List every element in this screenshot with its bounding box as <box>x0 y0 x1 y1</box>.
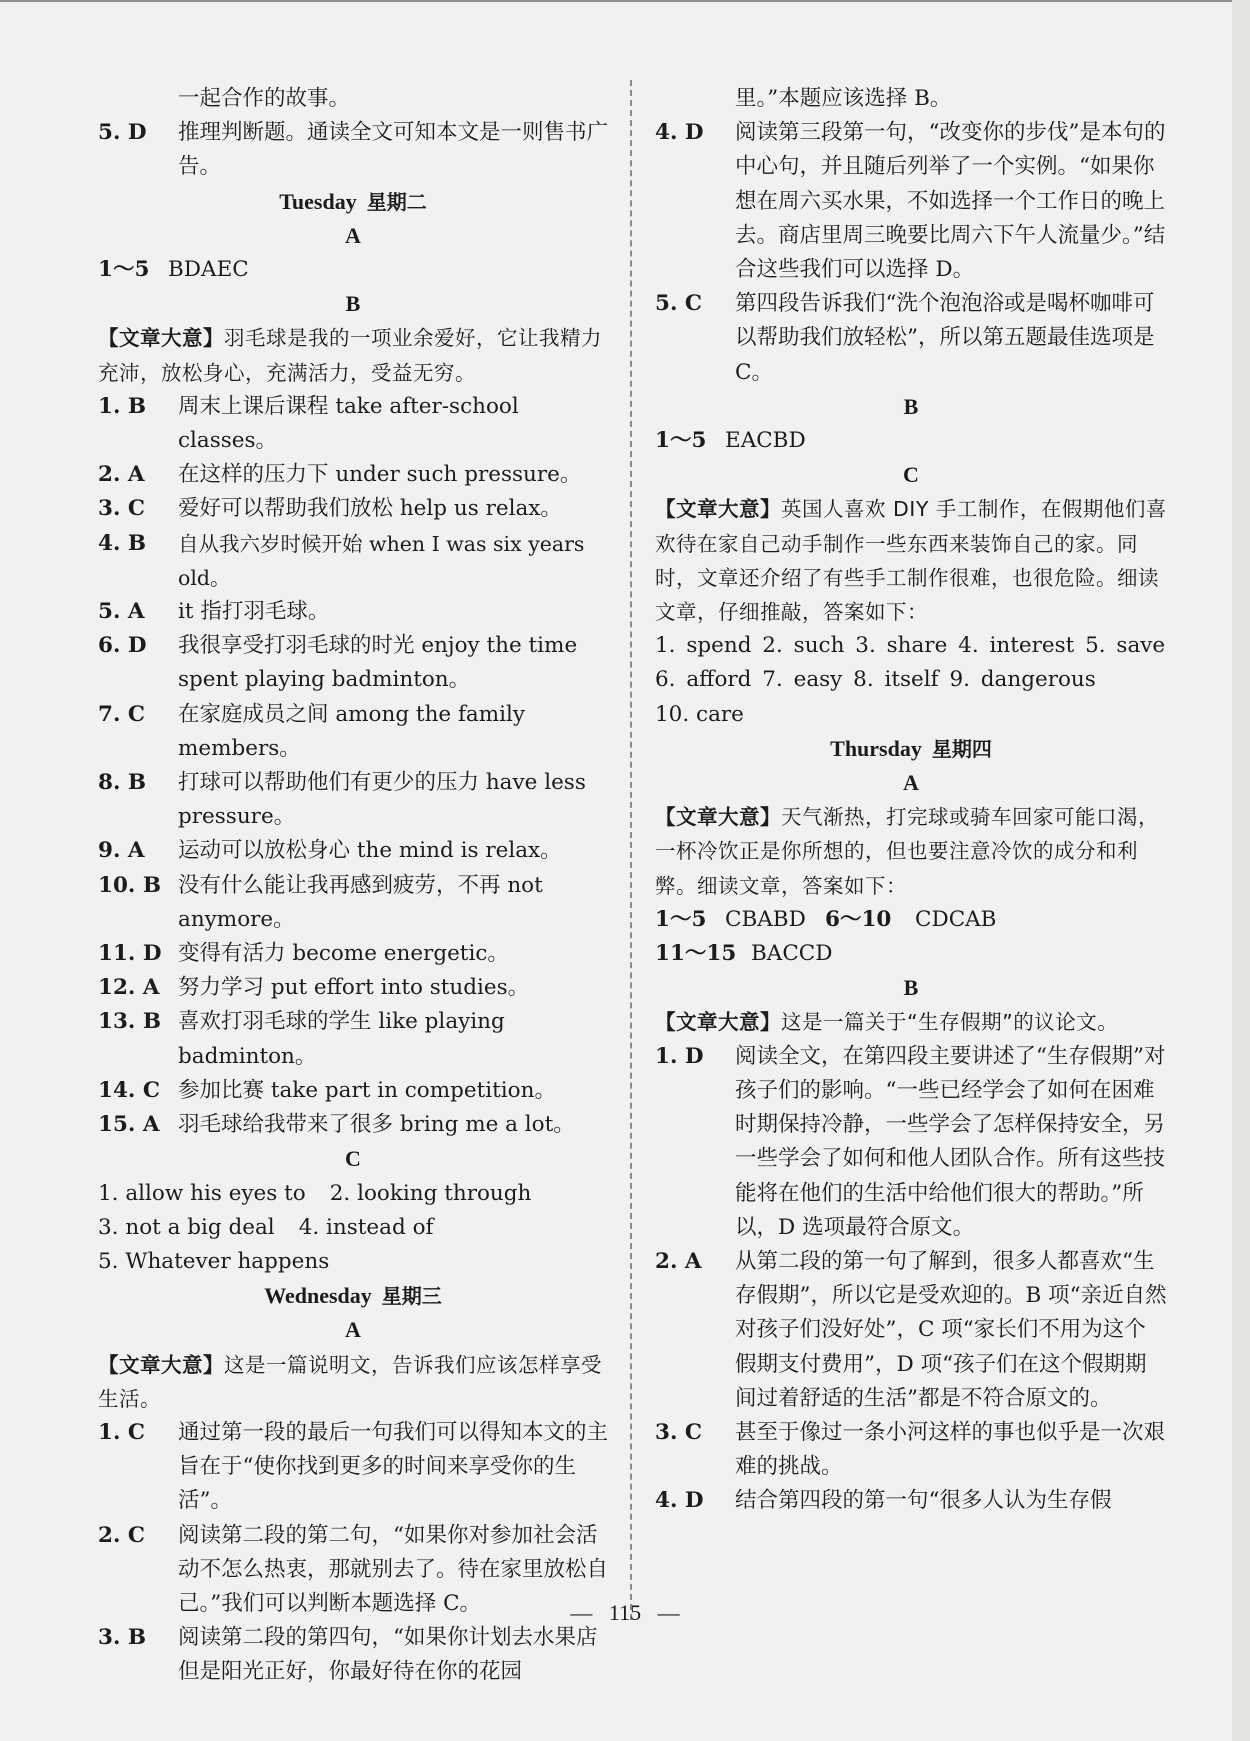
article-summary: 【文章大意】羽毛球是我的一项业余爱好，它让我精力充沛，放松身心，充满活力，受益无穷。 <box>98 326 602 385</box>
section-heading-b: B <box>345 291 361 317</box>
answer-item: 12. A 努力学习 put effort into studies。 <box>98 975 530 1001</box>
answer-item: 15. A 羽毛球给我带来了很多 bring me a lot。 <box>98 1112 575 1138</box>
answer-item: 4. D 结合第四段的第一句“很多人认为生存假 <box>655 1488 1112 1514</box>
answer-item: 7. C 在家庭成员之间 among the family members。 <box>98 701 526 761</box>
day-heading-thursday: Thursday 星期四 <box>830 735 992 761</box>
continuation-line: 里。”本题应该选择 B。 <box>735 86 952 111</box>
answer-item: 5. A it 指打羽毛球。 <box>98 599 330 625</box>
page-right-margin <box>1232 0 1250 1741</box>
answer-item: 1. D 阅读全文，在第四段主要讲述了“生存假期”对孩子们的影响。“一些已经学会了如何在困难时期保持冷静，一些学会了怎样保持安全，另一些学会了如何和他人团队合作。所有这些技能将在他们的生活中给他们很大的帮助。”所以，D 选项最符合原文。 <box>655 1043 1166 1240</box>
answer-item: 2. A 在这样的压力下 under such pressure。 <box>98 462 582 488</box>
section-heading-b: B <box>903 393 919 419</box>
answer-range: 1～5 EACBD <box>655 428 806 454</box>
section-heading-a: A <box>903 770 919 796</box>
left-column <box>98 82 608 1690</box>
answer-item: 1. C 通过第一段的最后一句我们可以得知本文的主旨在于“使你找到更多的时间来享受你的生活”。 <box>98 1419 609 1514</box>
answer-range: 1～5 CBABD 6～10 CDCAB <box>655 906 997 932</box>
fill-answers-row: 1. allow his eyes to 2. looking through <box>98 1180 532 1206</box>
section-heading-b: B <box>903 975 919 1001</box>
answer-item: 11. D 变得有活力 become energetic。 <box>98 941 509 967</box>
day-heading-wednesday: Wednesday 星期三 <box>264 1283 442 1309</box>
fill-answers-row: 5. Whatever happens <box>98 1248 330 1274</box>
answer-range: 11～15 BACCD <box>655 941 833 967</box>
answer-item: 13. B 喜欢打羽毛球的学生 like playing badminton。 <box>98 1009 505 1069</box>
page-number: — 115 — <box>570 1600 680 1625</box>
section-heading-a: A <box>345 222 361 248</box>
article-summary: 【文章大意】这是一篇关于“生存假期”的议论文。 <box>655 1010 1119 1035</box>
right-column <box>655 82 1167 1519</box>
answer-item: 3. C 爱好可以帮助我们放松 help us relax。 <box>98 496 562 522</box>
answer-item: 2. A 从第二段的第一句了解到，很多人都喜欢“生存假期”，所以它是受欢迎的。B 项“亲近自然对孩子们没好处”，C 项“家长们不用为这个假期支付费用”，D 项“孩子们在这个假期期间过着舒适的生活”都是不符合原文的。 <box>655 1248 1167 1411</box>
answer-item <box>98 116 608 184</box>
answer-item: 10. B 没有什么能让我再感到疲劳，不再 not anymore。 <box>98 872 543 932</box>
article-summary: 【文章大意】天气渐热，打完球或骑车回家可能口渴，一杯冷饮正是你所想的，但也要注意冷饮的成分和利弊。细读文章，答案如下： <box>655 805 1159 898</box>
answer-item: 9. A 运动可以放松身心 the mind is relax。 <box>98 838 562 864</box>
answer-item: 4. B 自从我六岁时候开始 when I was six years old。 <box>98 530 585 590</box>
fill-answers: 10. care <box>655 701 744 727</box>
answer-number: 5. D <box>98 120 147 146</box>
fill-answers-row: 3. not a big deal 4. instead of <box>98 1214 434 1240</box>
answer-range: 1～5 BDAEC <box>98 257 249 283</box>
answer-item: 3. B 阅读第二段的第四句，“如果你计划去水果店但是阳光正好，你最好待在你的花园 <box>98 1625 598 1685</box>
answer-item: 5. C 第四段告诉我们“洗个泡泡浴或是喝杯咖啡可以帮助我们放轻松”，所以第五题最佳选项是 C。 <box>655 291 1155 385</box>
answer-item: 8. B 打球可以帮助他们有更少的压力 have less pressure。 <box>98 770 586 830</box>
fill-answers: 1. spend 2. such 3. share 4. interest 5. save 6. afford 7. easy 8. itself 9. dangerous <box>655 633 1166 693</box>
article-summary: 【文章大意】英国人喜欢 DIY 手工制作，在假期他们喜欢待在家自己动手制作一些东西来装饰自己的家。同时，文章还介绍了有些手工制作很难，也很危险。细读文章，仔细推敲，答案如下： <box>655 497 1167 625</box>
answer-item: 14. C 参加比赛 take part in competition。 <box>98 1077 556 1103</box>
article-summary: 【文章大意】这是一篇说明文，告诉我们应该怎样享受生活。 <box>98 1352 602 1411</box>
answer-text: 推理判断题。通读全文可知本文是一则售书广告。 <box>178 120 609 180</box>
answer-item: 6. D 我很享受打羽毛球的时光 enjoy the time spent playing badminton。 <box>98 633 578 693</box>
day-heading-tuesday: Tuesday 星期二 <box>279 188 427 214</box>
column-divider <box>630 80 632 1620</box>
section-heading-a: A <box>345 1317 361 1343</box>
answer-item: 3. C 甚至于像过一条小河这样的事也似乎是一次艰难的挑战。 <box>655 1419 1166 1480</box>
continuation-line: 一起合作的故事。 <box>178 86 351 111</box>
answer-item: 2. C 阅读第二段的第二句，“如果你对参加社会活动不怎么热衷，那就别去了。待在家里放松自己。”我们可以判断本题选择 C。 <box>98 1522 609 1616</box>
section-heading-c: C <box>345 1146 361 1172</box>
section-heading-c: C <box>903 462 919 488</box>
answer-item: 4. D 阅读第三段第一句，“改变你的步伐”是本句的中心句，并且随后列举了一个实例。“如果你想在周六买水果，不如选择一个工作日的晚上去。商店里周三晚要比周六下午人流量少。”结合这些我们可以选择 D。 <box>655 120 1166 283</box>
answer-item: 1. B 周末上课后课程 take after-school classes。 <box>98 393 519 454</box>
page-top-edge <box>0 0 1232 2</box>
